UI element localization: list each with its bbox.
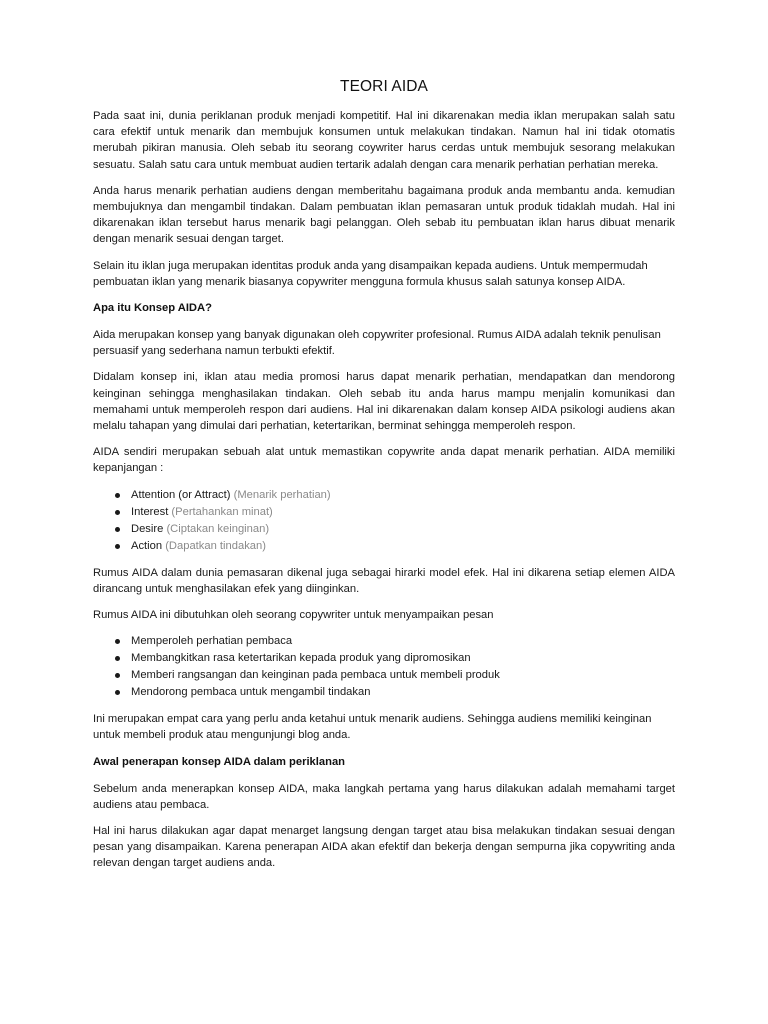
paragraph-menarik-perhatian: Anda harus menarik perhatian audiens dengan memberitahu bagaimana produk anda membantu anda. kemudian membujuknya dan mengambil tindakan. Dalam pembuatan iklan pemasaran untuk produk tidaklah mudah. Hal ini dikarenakan iklan tersebut harus menarik bagi pelanggan. Oleh sebab itu pembuatan iklan harus dibuat menarik dengan menarik sesuai dengan target. xyxy=(93,184,675,246)
purpose-text: Memperoleh perhatian pembaca xyxy=(131,635,293,648)
list-item xyxy=(93,667,675,684)
paragraph-intro: Pada saat ini, dunia periklanan produk menjadi kompetitif. Hal ini dikarenakan media iklan merupakan salah satu cara efektif untuk menarik dan membujuk konsumen untuk melakukan tindakan. Namun hal ini tidak otomatis merubah pikiran manusia. Oleh sebab itu seorang coywriter harus cerdas untuk membujuk sesorang melakukan sesuatu. Salah satu cara untuk membuat audien tertarik adalah dengan cara menarik perhatian perhatian mereka. xyxy=(93,110,675,171)
list-item xyxy=(93,538,675,555)
paragraph-menyampaikan-pesan: Rumus AIDA ini dibutuhkan oleh seorang copywriter untuk menyampaikan pesan xyxy=(93,609,494,622)
paragraph-didalam-konsep: Didalam konsep ini, iklan atau media promosi harus dapat menarik perhatian, mendapatkan dan mendorong keinginan sehingga menghasilakan tindakan. Oleh sebab itu anda harus mampu menjalin komunikasi dan memahami untuk memperoleh respon dari audiens. Hal ini dikarenakan dalam konsep AIDA psikologi audiens akan melalu tahapan yang dimulai dari perhatian, ketertarikan, berminat sehingga memperoleh respon. xyxy=(93,371,675,433)
aida-meaning: (Dapatkan tindakan) xyxy=(165,539,266,552)
aida-list xyxy=(93,487,675,555)
aida-term: Desire xyxy=(131,522,164,535)
document-title: TEORI AIDA xyxy=(340,78,428,95)
purpose-text: Memberi rangsangan dan keinginan pada pembaca untuk membeli produk xyxy=(131,669,500,682)
list-item xyxy=(93,487,675,504)
list-item xyxy=(93,684,675,701)
document-page xyxy=(93,78,675,882)
bullet-icon xyxy=(115,639,120,644)
paragraph-hirarki-model: Rumus AIDA dalam dunia pemasaran dikenal juga sebagai hirarki model efek. Hal ini dikarena setiap elemen AIDA dirancang untuk menghasilakan efek yang diinginkan. xyxy=(93,566,675,595)
list-item xyxy=(93,504,675,521)
purpose-text: Mendorong pembaca untuk mengambil tindakan xyxy=(131,686,371,699)
bullet-icon xyxy=(115,673,120,678)
aida-meaning: (Ciptakan keinginan) xyxy=(166,522,270,535)
bullet-icon xyxy=(115,690,120,695)
aida-meaning: (Pertahankan minat) xyxy=(171,505,273,518)
paragraph-sebelum-menerapkan: Sebelum anda menerapkan konsep AIDA, maka langkah pertama yang harus dilakukan adalah memahami target audiens atau pembaca. xyxy=(93,782,675,811)
list-item xyxy=(93,650,675,667)
purpose-list xyxy=(93,633,675,701)
paragraph-empat-cara: Ini merupakan empat cara yang perlu anda ketahui untuk menarik audiens. Sehingga audiens memiliki keinginan untuk membeli produk atau mengunjungi blog anda. xyxy=(93,713,652,742)
purpose-text: Membangkitkan rasa ketertarikan kepada produk yang dipromosikan xyxy=(131,652,471,665)
bullet-icon xyxy=(115,544,120,549)
aida-term: Interest xyxy=(131,505,169,518)
heading-apa-itu-aida: Apa itu Konsep AIDA? xyxy=(93,302,212,315)
bullet-icon xyxy=(115,656,120,661)
bullet-icon xyxy=(115,493,120,498)
paragraph-kepanjangan: AIDA sendiri merupakan sebuah alat untuk memastikan copywrite anda dapat menarik perhatian. AIDA memiliki kepanjangan : xyxy=(93,446,675,475)
aida-meaning: (Menarik perhatian) xyxy=(233,488,331,501)
list-item xyxy=(93,633,675,650)
heading-awal-penerapan: Awal penerapan konsep AIDA dalam periklanan xyxy=(93,755,346,768)
paragraph-menarget-langsung: Hal ini harus dilakukan agar dapat menarget langsung dengan target atau bisa melakukan tindakan sesuai dengan pesan yang disampaikan. Karena penerapan AIDA akan efektif dan bekerja dengan sempurna jika copywriting anda relevan dengan target audiens anda. xyxy=(93,825,675,870)
bullet-icon xyxy=(115,510,120,515)
aida-term: Attention (or Attract) xyxy=(131,488,231,501)
paragraph-identitas-produk: Selain itu iklan juga merupakan identitas produk anda yang disampaikan kepada audiens. Untuk mempermudah pembuatan iklan yang menarik biasanya copywriter mengguna formula khusus salah satunya konsep AIDA. xyxy=(93,259,648,288)
paragraph-aida-definisi: Aida merupakan konsep yang banyak digunakan oleh copywriter profesional. Rumus AIDA adalah teknik penulisan persuasif yang sederhana namun terbukti efektif. xyxy=(93,329,661,358)
bullet-icon xyxy=(115,527,120,532)
list-item xyxy=(93,521,675,538)
aida-term: Action xyxy=(131,539,163,552)
